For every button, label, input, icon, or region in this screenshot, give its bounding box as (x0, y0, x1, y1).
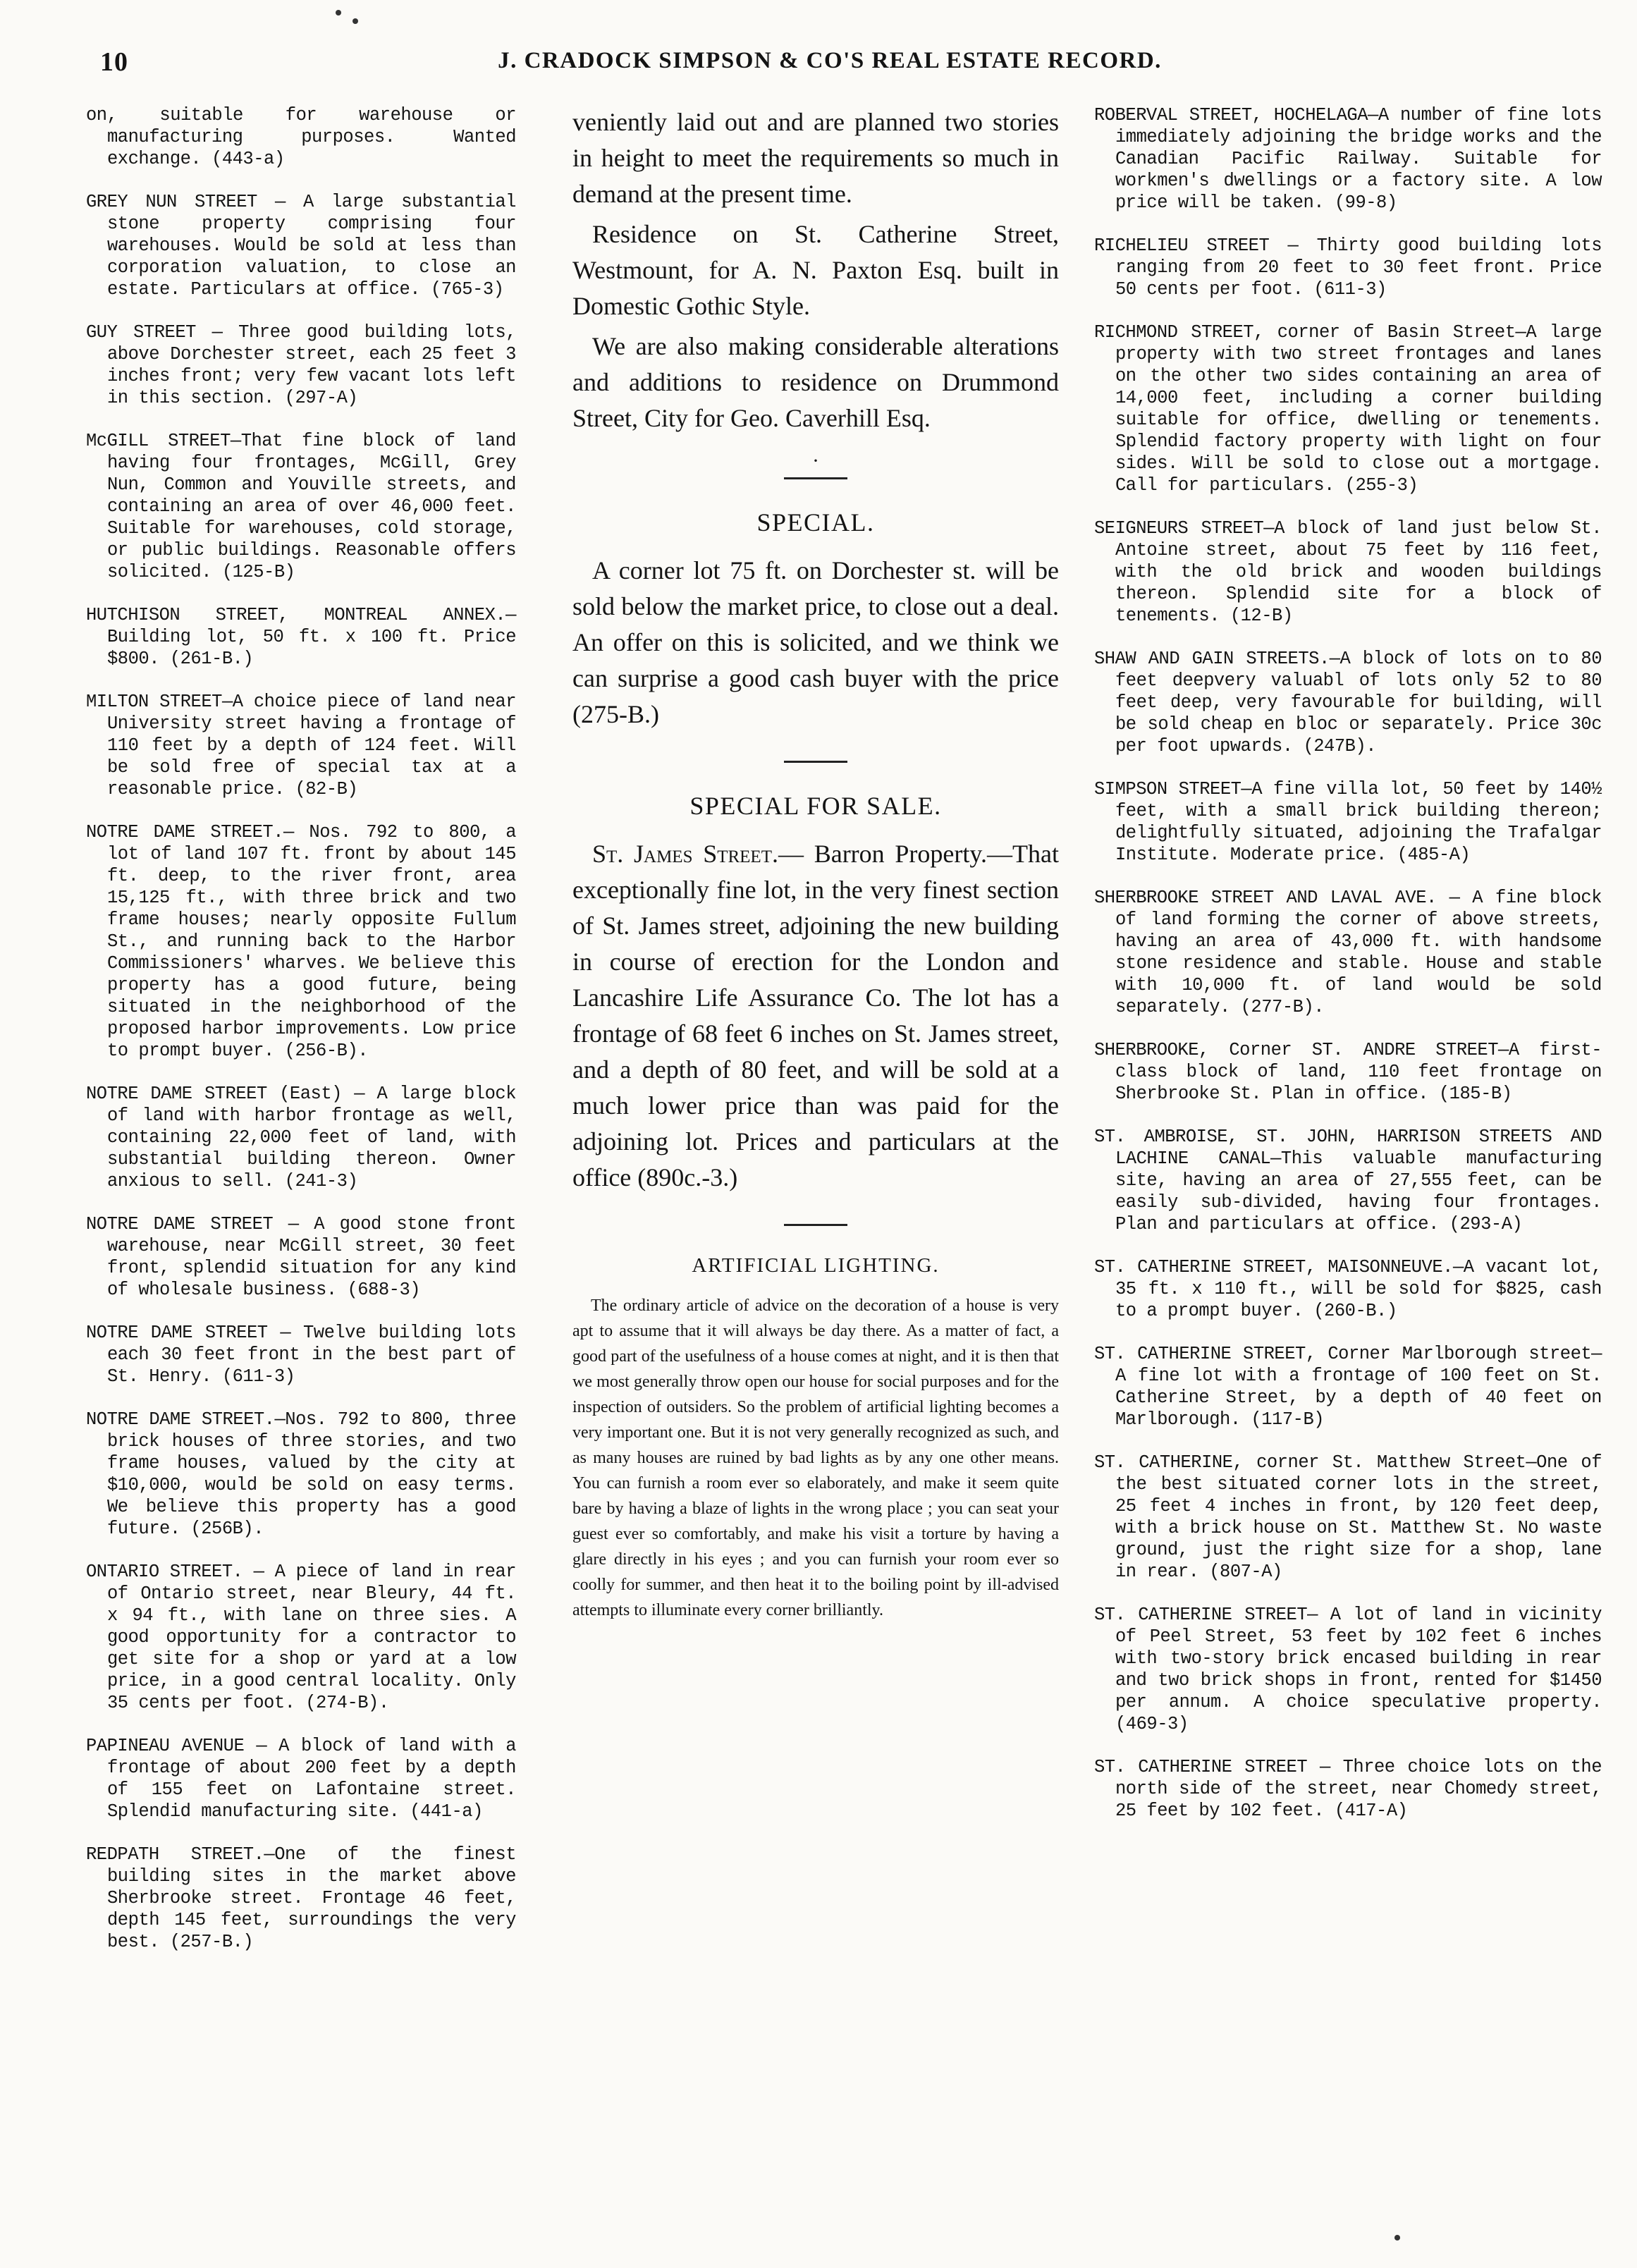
ink-speck (1394, 2235, 1400, 2241)
ink-speck (352, 18, 358, 24)
page-header (79, 41, 1581, 78)
listing-entry: RICHELIEU STREET — Thirty good building lots ranging from 20 feet to 30 feet front. Price 50 cents per foot. (611-3) (1094, 235, 1602, 300)
special-paragraph: A corner lot 75 ft. on Dorchester st. will be sold below the market price, to close out a deal. An offer on this is solicited, and we think we can surprise a good cash buyer with the price (275-B.) (572, 556, 1059, 728)
listing-entry: ST. CATHERINE STREET — Three choice lots on the north side of the street, near Chomedy street, 25 feet by 102 feet. (417-A) (1094, 1757, 1602, 1821)
listing-entry: GUY STREET — Three good building lots, above Dorchester street, each 25 feet 3 inches front; very few vacant lots left in this section. (297-A) (86, 322, 516, 408)
listing-entry: ROBERVAL STREET, HOCHELAGA—A number of fine lots immediately adjoining the bridge works and the Canadian Pacific Railway. Suitable for workmen's dwellings or a factory site. A low price will be taken. (99-8) (1094, 105, 1602, 213)
ink-speck (336, 10, 341, 16)
listing-entry: SHERBROOKE STREET AND LAVAL AVE. — A fine block of land forming the corner of above streets, having an area of 43,000 ft. with handsome stone residence and stable. House and stable with 10,000 ft. of land would be sold separately. (277-B). (1094, 888, 1602, 1017)
listing-entry: NOTRE DAME STREET.— Nos. 792 to 800, a lot of land 107 ft. front by about 145 ft. deep, to the river front, area 15,125 ft., with three brick and two frame houses; nearly opposite Fullum St., and running back to the Harbor Commissioners' wharves. We believe this property has a good future, being situated in the neighborhood of the proposed harbor improvements. Low price to prompt buyer. (256-B). (86, 822, 516, 1061)
listing-entry: NOTRE DAME STREET (East) — A large block of land with harbor frontage as well, containing 22,000 feet of land, with substantial building thereon. Owner anxious to sell. (241-3) (86, 1084, 516, 1191)
running-head: J. CRADOCK SIMPSON & CO'S REAL ESTATE RECORD. (498, 48, 1162, 73)
listing-entry: SHAW AND GAIN STREETS.—A block of lots on to 80 feet deepvery valuabl of lots only 52 to 80 feet deep, very favourable for building, will be sold cheap en bloc or separately. Price 30c per foot upwards. (247B). (1094, 649, 1602, 756)
sale-body: — Barron Property.—That exceptionally fine lot, in the very finest section of St. James street, adjoining the new building in course of erection for the London and Lancashire Life Assurance Co. The lot has a frontage of 68 feet 6 inches on St. James street, and a depth of 80 feet, and will be sold at a much lower price than was paid for the adjoining lot. Prices and particulars at the office (890c.-3.) (572, 840, 1059, 1191)
special-sale-heading: SPECIAL FOR SALE. (689, 792, 942, 820)
intro-paragraph: veniently laid out and are planned two stories in height to meet the requirements so much in demand at the present time. (572, 108, 1059, 208)
listing-entry: RICHMOND STREET, corner of Basin Street—A large property with two street frontages and lanes on the other two sides containing an area of 14,000 feet, including a corner building suitable for office, dwelling or tenements. Splendid factory property with light on four sides. Will be sold to close out a mortgage. Call for particulars. (255-3) (1094, 322, 1602, 496)
listing-entry: PAPINEAU AVENUE — A block of land with a frontage of about 200 feet by a depth of 155 feet on Lafontaine street. Splendid manufacturing site. (441-a) (86, 1736, 516, 1822)
listing-entry: ST. CATHERINE STREET, Corner Marlborough street—A fine lot with a frontage of 100 feet on St. Catherine Street, by a depth of 40 feet on Marlborough. (117-B) (1094, 1344, 1602, 1430)
intro-paragraph: We are also making considerable alterations and additions to residence on Drummond Street, City for Geo. Caverhill Esq. (572, 332, 1059, 432)
listing-entry: ST. AMBROISE, ST. JOHN, HARRISON STREETS AND LACHINE CANAL—This valuable manufacturing site, having an area of 27,555 feet, can be easily sub-divided, having four frontages. Plan and particulars at office. (293-A) (1094, 1127, 1602, 1234)
listing-entry: SHERBROOKE, Corner ST. ANDRE STREET—A first-class block of land, 110 feet frontage on Sherbrooke St. Plan in office. (185-B) (1094, 1040, 1602, 1104)
intro-paragraph: Residence on St. Catherine Street, Westmount, for A. N. Paxton Esq. built in Domestic Gothic Style. (572, 220, 1059, 320)
ornament-dot: · (812, 449, 819, 472)
listing-entry: SEIGNEURS STREET—A block of land just below St. Antoine street, about 75 feet by 116 feet, with the old brick and wooden buildings thereon. Splendid site for a block of tenements. (12-B) (1094, 518, 1602, 626)
page-number: 10 (100, 47, 128, 77)
lighting-paragraph: The ordinary article of advice on the decoration of a house is very apt to assume that it will always be day there. As a matter of fact, a good part of the usefulness of a house comes at night, and it is then that we most generally throw open our house for social purposes and for the inspection of outsiders. So the problem of artificial lighting becomes a very important one. But it is not very generally recognized as such, and as many houses are ruined by bad lights as by any one other means. You can furnish a room ever so elaborately, and make it seem quite bare by having a blaze of lights in the wrong place ; you can seat your guest ever so comfortably, and make his visit a torture by having a glare directly in his eyes ; and you can furnish your room ever so coolly for summer, and then heat it to the boiling point by ill-advised attempts to illuminate every corner brilliantly. (572, 1297, 1059, 1619)
listing-entry: on, suitable for warehouse or manufacturing purposes. Wanted exchange. (443-a) (86, 105, 516, 169)
listing-entry: ST. CATHERINE, corner St. Matthew Street—One of the best situated corner lots in the street, 25 feet 4 inches in front, by 120 feet deep, with a brick house on St. Matthew St. No waste ground, just the right size for a shop, lane in rear. (807-A) (1094, 1452, 1602, 1582)
listing-entry: NOTRE DAME STREET — Twelve building lots each 30 feet front in the best part of St. Henry. (611-3) (86, 1323, 516, 1387)
listing-entry: SIMPSON STREET—A fine villa lot, 50 feet by 140½ feet, with a small brick building thereon; delightfully situated, adjoining the Trafalgar Institute. Moderate price. (485-A) (1094, 779, 1602, 865)
listing-entry: NOTRE DAME STREET.—Nos. 792 to 800, three brick houses of three stories, and two frame houses, valued by the city at $10,000, would be sold on easy terms. We believe this property has a good future. (256B). (86, 1409, 516, 1539)
section-rule (784, 1224, 847, 1226)
sale-lead: St. James Street. (592, 840, 778, 868)
section-rule (784, 477, 847, 479)
middle-column (572, 104, 1059, 1623)
right-column (1094, 104, 1602, 1843)
listing-entry: REDPATH STREET.—One of the finest building sites in the market above Sherbrooke street. Frontage 46 feet, depth 145 feet, surroundings the very best. (257-B.) (86, 1844, 516, 1952)
section-rule (784, 761, 847, 763)
special-sale-paragraph (572, 836, 1059, 1196)
special-heading: SPECIAL. (756, 508, 875, 537)
left-column (86, 104, 516, 1974)
listing-entry: GREY NUN STREET — A large substantial stone property comprising four warehouses. Would be sold at less than corporation valuation, to close an estate. Particulars at office. (765-3) (86, 192, 516, 300)
listing-entry: ST. CATHERINE STREET, MAISONNEUVE.—A vacant lot, 35 ft. x 110 ft., will be sold for $825, cash to a prompt buyer. (260-B.) (1094, 1257, 1602, 1321)
listing-entry: ST. CATHERINE STREET— A lot of land in vicinity of Peel Street, 53 feet by 102 feet 6 inches with two-story brick encased building in rear and two brick shops in front, rented for $1450 per annum. A choice speculative property. (469-3) (1094, 1605, 1602, 1734)
lighting-heading: ARTIFICIAL LIGHTING. (692, 1254, 940, 1277)
listing-entry: ONTARIO STREET. — A piece of land in rear of Ontario street, near Bleury, 44 ft. x 94 ft., with lane on three sies. A good opportunity for a contractor to get site for a shop or yard at a low price, in a good central locality. Only 35 cents per foot. (274-B). (86, 1562, 516, 1713)
listing-entry: MILTON STREET—A choice piece of land near University street having a frontage of 110 feet by a depth of 124 feet. Will be sold free of special tax at a reasonable price. (82-B) (86, 692, 516, 799)
columns (79, 104, 1602, 2248)
listing-entry: McGILL STREET—That fine block of land having four frontages, McGill, Grey Nun, Common and Youville streets, and containing an area of over 46,000 feet. Suitable for warehouses, cold storage, or public buildings. Reasonable offers solicited. (125-B) (86, 431, 516, 582)
listing-entry: HUTCHISON STREET, MONTREAL ANNEX.—Building lot, 50 ft. x 100 ft. Price $800. (261-B.) (86, 605, 516, 669)
listing-entry: NOTRE DAME STREET — A good stone front warehouse, near McGill street, 30 feet front, splendid situation for any kind of wholesale business. (688-3) (86, 1214, 516, 1300)
